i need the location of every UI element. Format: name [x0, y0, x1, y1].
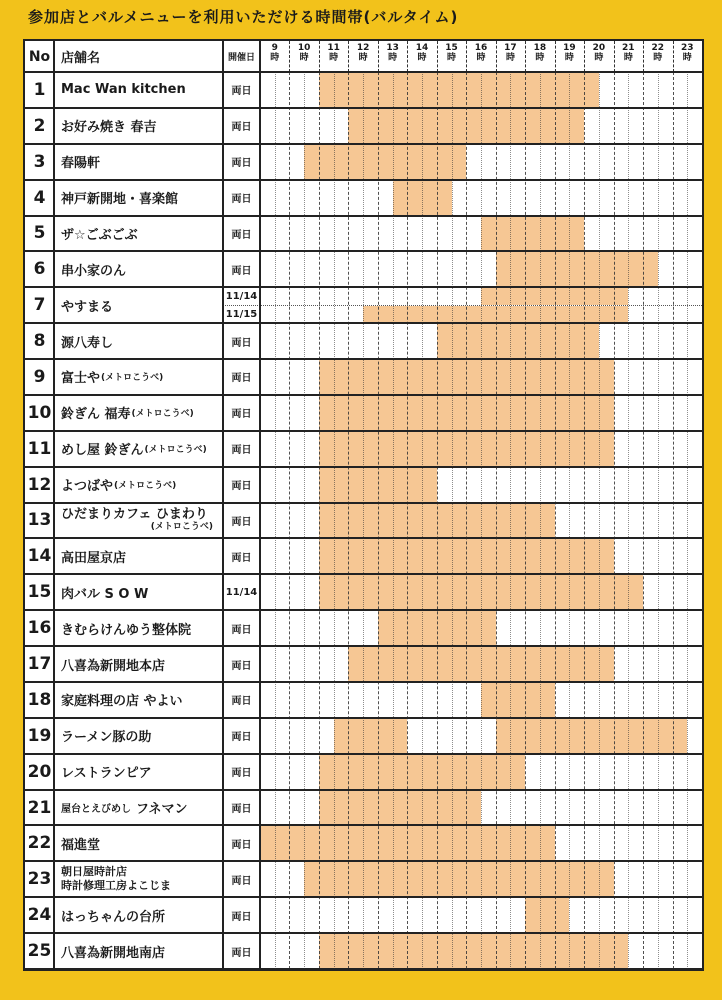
time-bar	[481, 683, 555, 718]
store-name	[54, 467, 223, 503]
hour-grid-line	[555, 72, 556, 969]
row-number: 13	[27, 510, 52, 531]
row-divider	[25, 358, 702, 360]
hour-grid-line	[643, 72, 644, 969]
row-number: 11	[27, 438, 52, 459]
row-number: 21	[27, 797, 52, 818]
open-day: 両日	[231, 337, 252, 349]
hour-header-20	[584, 43, 613, 72]
hour-header-divider	[437, 41, 438, 72]
store-name-text: 八喜為新開地南店	[61, 945, 166, 961]
store-name	[54, 287, 223, 323]
row-number: 18	[27, 689, 52, 710]
row-divider	[25, 753, 702, 755]
hour-label: 21	[622, 43, 635, 53]
row-divider	[25, 215, 702, 217]
header-store-name: 店舗名	[61, 51, 101, 66]
hour-suffix: 時	[653, 53, 663, 63]
hour-header-12	[348, 43, 377, 72]
hour-suffix: 時	[505, 53, 515, 63]
store-name-text: 鈴ぎん 福寿	[61, 407, 131, 423]
row-number: 25	[27, 941, 52, 962]
row-number: 22	[27, 833, 52, 854]
sub-row-divider	[223, 305, 702, 306]
store-name	[54, 538, 223, 574]
hour-grid-line	[628, 72, 629, 969]
hour-header-10	[289, 43, 318, 72]
hour-header-divider	[378, 41, 379, 72]
hour-suffix: 時	[476, 53, 486, 63]
time-bar	[319, 791, 481, 826]
store-name	[54, 646, 223, 682]
hour-grid-line	[378, 72, 379, 969]
store-name-text: 高田屋京店	[61, 550, 127, 566]
hour-label: 17	[504, 43, 517, 53]
time-bar	[334, 719, 408, 754]
hour-grid-line	[584, 72, 585, 969]
row-number: 9	[33, 366, 46, 387]
store-name-text: 神戸新開地・喜楽館	[61, 192, 179, 208]
store-name	[54, 933, 223, 969]
row-divider	[25, 466, 702, 468]
row-divider	[25, 968, 702, 970]
row-number: 4	[33, 187, 46, 208]
open-day: 両日	[231, 875, 252, 887]
column-divider	[222, 41, 224, 969]
column-divider	[53, 41, 55, 969]
store-name	[54, 754, 223, 790]
open-day: 両日	[231, 839, 252, 851]
store-name-text: きむらけんゆう整体院	[61, 622, 192, 638]
hour-header-18	[525, 43, 554, 72]
hour-label: 19	[563, 43, 576, 53]
row-divider	[25, 322, 702, 324]
row-divider	[25, 717, 702, 719]
hour-header-divider	[584, 41, 585, 72]
row-divider	[25, 896, 702, 898]
row-divider	[25, 502, 702, 504]
store-name-text: ラーメン豚の助	[61, 730, 152, 746]
hour-label: 20	[592, 43, 606, 53]
open-day: 両日	[231, 122, 252, 134]
store-name-text: 家庭料理の店 やよい	[61, 694, 183, 710]
row-number: 17	[27, 654, 52, 675]
hour-header-divider	[555, 41, 556, 72]
hour-header-22	[643, 43, 672, 72]
store-name-text: めし屋 鈴ぎん	[61, 443, 144, 459]
hour-suffix: 時	[535, 53, 545, 63]
hour-grid-line	[407, 72, 408, 969]
hour-header-divider	[289, 41, 290, 72]
hour-header-15	[437, 43, 466, 72]
store-name-text: 八喜為新開地本店	[61, 658, 166, 674]
open-day: 両日	[231, 911, 252, 923]
hour-grid-line	[363, 72, 364, 969]
time-bar	[304, 145, 466, 180]
hour-suffix: 時	[299, 53, 309, 63]
hour-grid-line	[673, 72, 674, 969]
hour-grid-line	[687, 72, 688, 969]
store-name	[54, 825, 223, 861]
store-name-text: 富士や	[61, 371, 101, 387]
store-name-sub: (メトロこうべ)	[144, 445, 207, 456]
row-divider	[25, 286, 702, 288]
time-bar	[304, 862, 613, 897]
store-name-text: 串小家のん	[61, 263, 127, 279]
hour-suffix: 時	[682, 53, 692, 63]
hour-suffix: 時	[623, 53, 633, 63]
hour-label: 13	[386, 43, 399, 53]
store-name-text2: フネマン	[136, 802, 188, 818]
store-name	[54, 144, 223, 180]
row-divider	[25, 824, 702, 826]
schedule-table	[23, 39, 704, 971]
hour-grid-line	[466, 72, 467, 969]
hour-header-13	[378, 43, 407, 72]
open-day: 両日	[231, 445, 252, 457]
store-name-text: はっちゃんの台所	[61, 909, 166, 925]
store-name-text: Mac Wan kitchen	[61, 82, 186, 98]
store-name	[54, 72, 223, 108]
hour-header-9	[260, 43, 289, 72]
hour-suffix: 時	[358, 53, 368, 63]
hour-label: 18	[533, 43, 547, 53]
hour-header-16	[466, 43, 495, 72]
time-bar	[437, 324, 599, 359]
row-divider	[25, 789, 702, 791]
hour-suffix: 時	[564, 53, 574, 63]
hour-header-divider	[496, 41, 497, 72]
hour-label: 11	[327, 43, 340, 53]
hour-grid-line	[614, 72, 615, 969]
hour-grid-line	[334, 72, 335, 969]
hour-label: 10	[297, 43, 311, 53]
store-name-text: 春陽軒	[61, 156, 101, 172]
time-bar	[496, 252, 658, 287]
row-number: 5	[33, 223, 46, 244]
row-number: 19	[27, 725, 52, 746]
open-day: 両日	[231, 516, 252, 528]
hour-grid-line	[481, 72, 482, 969]
store-name-text: 屋台とえびめし	[61, 804, 131, 816]
row-divider	[25, 250, 702, 252]
store-name	[54, 610, 223, 646]
hour-header-divider	[407, 41, 408, 72]
hour-label: 14	[415, 43, 429, 53]
open-day: 両日	[231, 947, 252, 959]
hour-suffix: 時	[329, 53, 339, 63]
header-no: No	[28, 48, 51, 65]
hour-header-17	[496, 43, 525, 72]
hour-label: 9	[271, 43, 278, 53]
store-name-text: やすまる	[61, 299, 114, 315]
hour-header-21	[614, 43, 643, 72]
open-day: 両日	[231, 481, 252, 493]
hour-header-divider	[348, 41, 349, 72]
hour-grid-line	[525, 72, 526, 969]
hour-grid-line	[452, 72, 453, 969]
open-day: 両日	[231, 409, 252, 421]
row-divider	[25, 394, 702, 396]
store-name-text: よつばや	[61, 479, 114, 495]
open-day: 両日	[231, 552, 252, 564]
open-day: 両日	[231, 86, 252, 98]
store-name	[54, 216, 223, 252]
hour-header-14	[407, 43, 436, 72]
hour-grid-line	[599, 72, 600, 969]
open-day: 両日	[231, 768, 252, 780]
row-divider	[25, 71, 702, 73]
hour-grid-line	[319, 72, 320, 969]
row-number: 8	[33, 331, 46, 352]
store-name	[54, 682, 223, 718]
open-day: 11/14	[225, 290, 258, 302]
hour-grid-line	[289, 72, 290, 969]
open-day: 両日	[231, 265, 252, 277]
store-name-line1: 朝日屋時計店	[61, 865, 127, 879]
hour-header-divider	[319, 41, 320, 72]
time-bar	[525, 898, 569, 933]
store-name	[54, 395, 223, 431]
open-day: 両日	[231, 732, 252, 744]
hour-grid-line	[393, 72, 394, 969]
store-name-sub: (メトロこうべ)	[131, 409, 194, 420]
hour-grid-line	[304, 72, 305, 969]
hour-grid-line	[275, 72, 276, 969]
row-divider	[25, 681, 702, 683]
open-day: 両日	[231, 194, 252, 206]
store-name-text: 肉バル S O W	[61, 586, 149, 602]
store-name-sub: (メトロこうべ)	[114, 481, 177, 492]
row-divider	[25, 537, 702, 539]
row-number: 20	[27, 761, 52, 782]
hour-grid-line	[658, 72, 659, 969]
hour-header-11	[319, 43, 348, 72]
store-name	[54, 574, 223, 610]
hour-grid-line	[496, 72, 497, 969]
row-number: 23	[27, 869, 52, 890]
hour-header-19	[555, 43, 584, 72]
row-number: 7	[33, 295, 46, 316]
open-day: 両日	[231, 373, 252, 385]
hour-suffix: 時	[388, 53, 398, 63]
store-name-sub: (メトロこうべ)	[101, 373, 164, 384]
row-number: 2	[33, 115, 46, 136]
open-day: 両日	[231, 229, 252, 241]
store-name-text: お好み焼き 春吉	[61, 120, 157, 136]
open-day: 両日	[231, 624, 252, 636]
time-bar	[319, 934, 628, 969]
hour-label: 22	[651, 43, 665, 53]
header-days: 開催日	[227, 53, 255, 63]
page-title: 参加店とバルメニューを利用いただける時間帯(バルタイム)	[28, 8, 459, 26]
open-day: 11/14	[225, 586, 258, 598]
hour-label: 16	[474, 43, 488, 53]
open-day: 両日	[231, 158, 252, 170]
hour-suffix: 時	[270, 53, 280, 63]
hour-suffix: 時	[417, 53, 427, 63]
row-divider	[25, 609, 702, 611]
row-divider	[25, 179, 702, 181]
store-name	[54, 790, 223, 826]
store-name-main: ひだまりカフェ ひまわり	[61, 507, 208, 523]
store-name-sub: (メトロこうべ)	[150, 522, 213, 533]
hour-header-divider	[525, 41, 526, 72]
row-number: 24	[27, 905, 52, 926]
row-number: 3	[33, 151, 46, 172]
row-number: 14	[27, 546, 52, 567]
row-divider	[25, 107, 702, 109]
store-name-text: 源八寿し	[61, 335, 114, 351]
hour-header-divider	[643, 41, 644, 72]
hour-header-divider	[466, 41, 467, 72]
store-name	[54, 861, 223, 897]
store-name-text: レストランピア	[61, 766, 152, 782]
row-number: 16	[27, 618, 52, 639]
hour-label: 23	[680, 43, 694, 53]
hour-grid-line	[437, 72, 438, 969]
store-name	[54, 359, 223, 395]
store-name	[54, 251, 223, 287]
row-number: 15	[27, 582, 52, 603]
store-name-line2: 時計修理工房よこじま	[61, 879, 171, 893]
row-number: 6	[33, 259, 46, 280]
open-day: 両日	[231, 696, 252, 708]
hour-grid-line	[348, 72, 349, 969]
column-divider	[259, 41, 261, 969]
store-name	[54, 897, 223, 933]
hour-header-divider	[673, 41, 674, 72]
row-divider	[25, 143, 702, 145]
hour-grid-line	[569, 72, 570, 969]
hour-grid-line	[510, 72, 511, 969]
row-divider	[25, 573, 702, 575]
hour-grid-line	[422, 72, 423, 969]
store-name-text: ザ☆ごぶごぶ	[61, 227, 138, 243]
hour-suffix: 時	[447, 53, 457, 63]
hour-grid-line	[540, 72, 541, 969]
store-name	[54, 718, 223, 754]
hour-header-divider	[614, 41, 615, 72]
store-name	[54, 431, 223, 467]
row-divider	[25, 645, 702, 647]
open-day: 両日	[231, 804, 252, 816]
row-divider	[25, 430, 702, 432]
hour-label: 15	[445, 43, 458, 53]
time-bar	[319, 73, 599, 108]
hour-label: 12	[356, 43, 370, 53]
store-name	[54, 323, 223, 359]
store-name	[54, 180, 223, 216]
open-day: 両日	[231, 660, 252, 672]
row-number: 1	[33, 79, 46, 100]
row-divider	[25, 860, 702, 862]
row-number: 10	[27, 402, 52, 423]
store-name	[54, 108, 223, 144]
open-day: 11/15	[225, 308, 258, 320]
row-divider	[25, 932, 702, 934]
hour-header-23	[673, 43, 702, 72]
store-name-text: 福進堂	[61, 837, 101, 853]
row-number: 12	[27, 474, 52, 495]
hour-suffix: 時	[594, 53, 604, 63]
store-name	[54, 503, 223, 539]
